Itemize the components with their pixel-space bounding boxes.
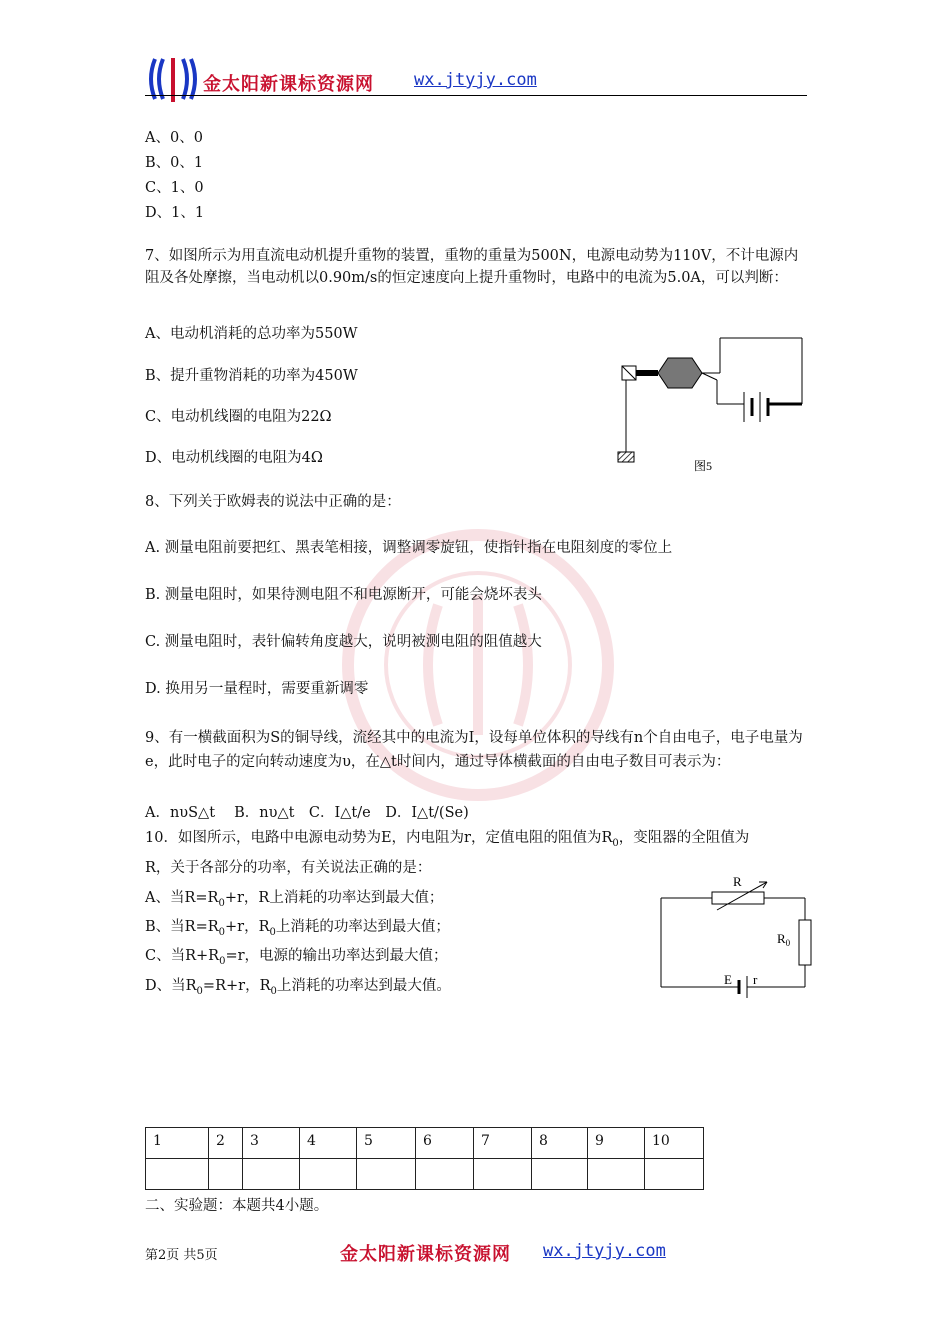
section-2-heading: 二、实验题：本题共4小题。	[145, 1198, 329, 1214]
internal-r-label: r	[753, 972, 758, 987]
q10-circuit-figure	[655, 868, 815, 998]
table-row	[146, 1159, 704, 1190]
q9-options: A．nυS△t B．nυ△t C．I△t/e D．I△t/(Se)	[145, 805, 469, 821]
answer-cell[interactable]	[300, 1159, 357, 1190]
table-header-cell: 1	[146, 1128, 209, 1159]
table-header-cell: 4	[300, 1128, 357, 1159]
answer-cell[interactable]	[209, 1159, 243, 1190]
answer-cell[interactable]	[146, 1159, 209, 1190]
figure-5-label: 图5	[694, 459, 713, 473]
resistor-r-label: R	[733, 874, 742, 889]
q6-option-b: B、0、1	[145, 155, 204, 171]
q7-option-a: A、电动机消耗的总功率为550W	[145, 326, 358, 342]
header-brand: 金太阳新课标资源网	[203, 74, 374, 95]
table-header-cell: 5	[357, 1128, 416, 1159]
table-header-cell: 8	[532, 1128, 588, 1159]
emf-label: E	[724, 972, 732, 987]
table-header-cell: 9	[588, 1128, 645, 1159]
q10-stem-line1: 10．如图所示，电路中电源电动势为E，内电阻为r，定值电阻的阻值为$R_0$，变阻器的全阻值为	[145, 830, 750, 849]
motor-circuit-figure	[612, 330, 812, 480]
answer-cell[interactable]	[532, 1159, 588, 1190]
q7-option-c: C、电动机线圈的电阻为22Ω	[145, 409, 332, 425]
answer-cell[interactable]	[588, 1159, 645, 1190]
answer-cell[interactable]	[416, 1159, 474, 1190]
resistor-r0-label: $R_0$	[777, 931, 791, 948]
q10-option-c: C、当$R+R_0=r$，电源的输出功率达到最大值；	[145, 948, 448, 967]
q10-option-b: B、当$R=R_0+r$，$R_0$上消耗的功率达到最大值；	[145, 919, 450, 938]
answer-cell[interactable]	[474, 1159, 532, 1190]
q6-option-c: C、1、0	[145, 180, 204, 196]
logo-icon	[145, 54, 201, 104]
footer-url[interactable]: wx.jtyjy.com	[543, 1241, 666, 1261]
table-header-cell: 3	[243, 1128, 300, 1159]
q8-stem: 8、下列关于欧姆表的说法中正确的是：	[145, 494, 401, 510]
q7-stem: 7、如图所示为用直流电动机提升重物的装置，重物的重量为500N，电源电动势为110V，不计电源内阻及各处摩擦，当电动机以0.90m/s的恒定速度向上提升重物时，电路中的电流为5.0A，可以判断：	[145, 248, 799, 286]
q6-option-d: D、1、1	[145, 205, 205, 221]
table-row	[146, 1128, 704, 1159]
q9-stem: 9、有一横截面积为S的铜导线，流经其中的电流为I，设每单位体积的导线有n个自由电子，电子电量为e，此时电子的定向转动速度为υ，在△t时间内，通过导体横截面的自由电子数目可表示为：	[145, 730, 803, 770]
answer-cell[interactable]	[645, 1159, 704, 1190]
table-header-cell: 2	[209, 1128, 243, 1159]
answer-table	[145, 1127, 704, 1190]
q10-option-d: D、当$R_0=R+r$，$R_0$上消耗的功率达到最大值。	[145, 978, 451, 997]
table-header-cell: 10	[645, 1128, 704, 1159]
table-header-cell: 7	[474, 1128, 532, 1159]
q7-option-b: B、提升重物消耗的功率为450W	[145, 368, 358, 384]
header-rule	[145, 95, 807, 96]
table-header-cell: 6	[416, 1128, 474, 1159]
answer-cell[interactable]	[357, 1159, 416, 1190]
q10-stem-line2: R，关于各部分的功率，有关说法正确的是：	[145, 860, 432, 876]
q8-option-b: B. 测量电阻时，如果待测电阻不和电源断开，可能会烧坏表头	[145, 587, 542, 603]
q8-option-a: A. 测量电阻前要把红、黑表笔相接，调整调零旋钮，使指针指在电阻刻度的零位上	[145, 540, 673, 556]
q7-option-d: D、电动机线圈的电阻为4Ω	[145, 450, 323, 466]
q6-option-a: A、0、0	[145, 130, 203, 146]
page-number: 第2页 共5页	[145, 1248, 218, 1263]
q10-option-a: A、当$R=R_0+r$，R上消耗的功率达到最大值；	[145, 890, 444, 909]
q8-option-d: D. 换用另一量程时，需要重新调零	[145, 681, 369, 697]
header-url[interactable]: wx.jtyjy.com	[414, 70, 537, 90]
footer-brand: 金太阳新课标资源网	[340, 1244, 511, 1265]
q8-option-c: C. 测量电阻时，表针偏转角度越大，说明被测电阻的阻值越大	[145, 634, 542, 650]
answer-cell[interactable]	[243, 1159, 300, 1190]
